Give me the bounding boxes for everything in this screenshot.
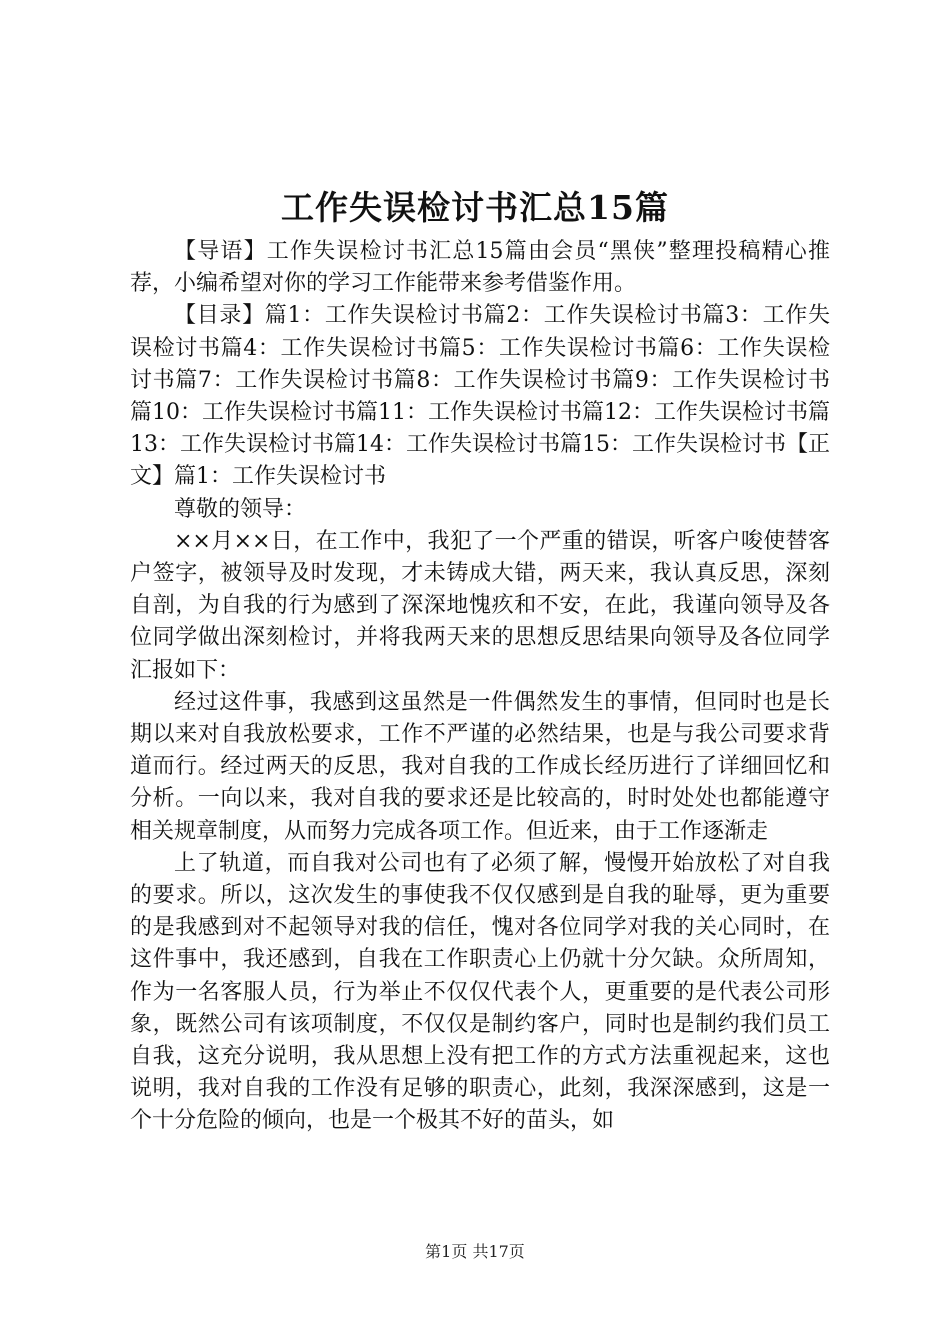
page-number-footer: 第1页 共17页 bbox=[425, 1242, 525, 1261]
body-paragraph: ××月××日，在工作中，我犯了一个严重的错误，听客户唆使替客户签字，被领导及时发现，才未铸成大错，两天来，我认真反思，深刻自剖，为自我的行为感到了深深地愧疚和不安，在此，我谨向领导及各位同学做出深刻检讨，并将我两天来的思想反思结果向领导及各位同学汇报如下： bbox=[130, 528, 830, 683]
document-body bbox=[130, 236, 830, 1138]
body-paragraph: 经过这件事，我感到这虽然是一件偶然发生的事情，但同时也是长期以来对自我放松要求，工作不严谨的必然结果，也是与我公司要求背道而行。经过两天的反思，我对自我的工作成长经历进行了详细回忆和分析。一向以来，我对自我的要求还是比较高的，时时处处也都能遵守相关规章制度，从而努力完成各项工作。但近来，由于工作逐渐走 bbox=[130, 689, 830, 844]
salutation-paragraph: 尊敬的领导： bbox=[174, 496, 307, 522]
toc-paragraph: 【目录】篇1：工作失误检讨书篇2：工作失误检讨书篇3：工作失误检讨书篇4：工作失误检讨书篇5：工作失误检讨书篇6：工作失误检讨书篇7：工作失误检讨书篇8：工作失误检讨书篇9：工作失误检讨书篇10：工作失误检讨书篇11：工作失误检讨书篇12：工作失误检讨书篇13：工作失误检讨书篇14：工作失误检讨书篇15：工作失误检讨书【正文】篇1：工作失误检讨书 bbox=[130, 303, 830, 490]
document-title: 工作失误检讨书汇总15篇 bbox=[281, 188, 669, 227]
intro-paragraph: 【导语】工作失误检讨书汇总15篇由会员“黑侠”整理投稿精心推荐，小编希望对你的学习工作能带来参考借鉴作用。 bbox=[130, 239, 830, 297]
body-paragraph: 上了轨道，而自我对公司也有了必须了解，慢慢开始放松了对自我的要求。所以，这次发生的事使我不仅仅感到是自我的耻辱，更为重要的是我感到对不起领导对我的信任，愧对各位同学对我的关心同时，在这件事中，我还感到，自我在工作职责心上仍就十分欠缺。众所周知，作为一名客服人员，行为举止不仅仅代表个人，更重要的是代表公司形象，既然公司有该项制度，不仅仅是制约客户，同时也是制约我们员工自我，这充分说明，我从思想上没有把工作的方式方法重视起来，这也说明，我对自我的工作没有足够的职责心，此刻，我深深感到，这是一个十分危险的倾向，也是一个极其不好的苗头，如 bbox=[130, 850, 830, 1134]
